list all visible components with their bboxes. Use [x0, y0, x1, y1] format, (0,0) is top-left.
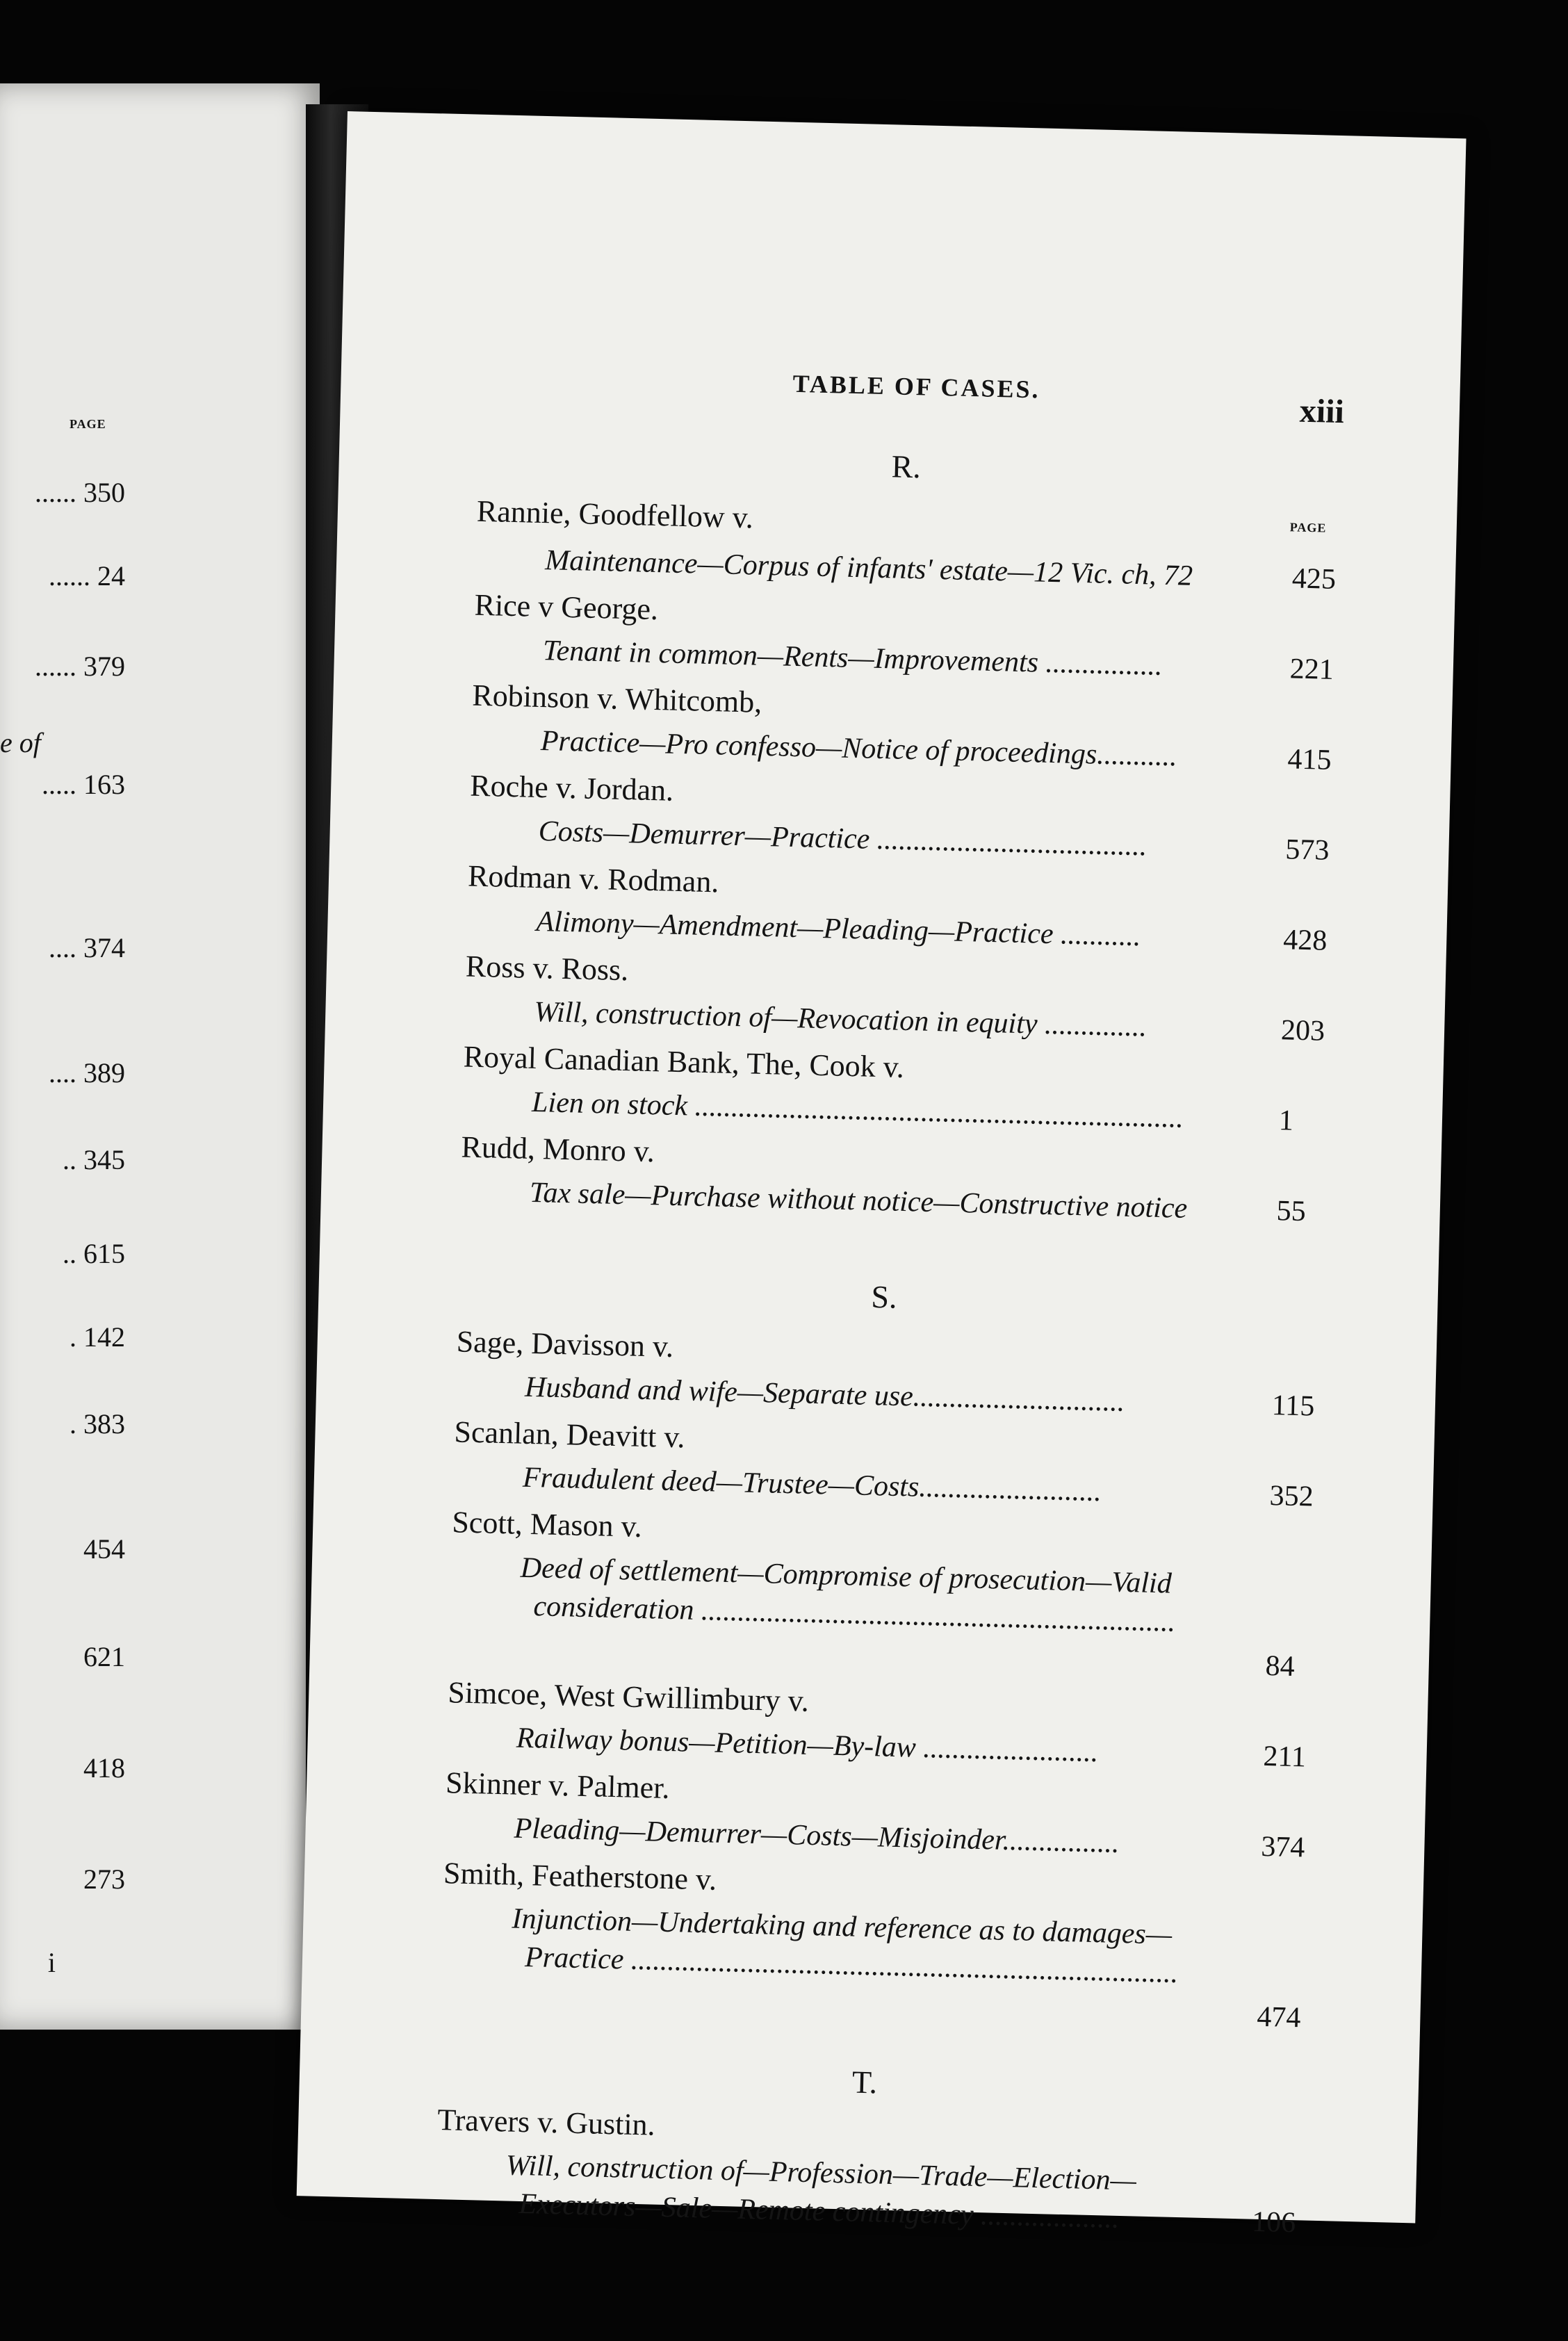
case-description: Tax sale—Purchase without notice—Constructive notice: [529, 1176, 1188, 1225]
case-name: Sage, Davisson v.: [456, 1324, 674, 1364]
case-description: Costs—Demurrer—Practice .....................................: [538, 815, 1148, 863]
left-page-item: 418: [83, 1752, 125, 1784]
left-page-item: ...... 24: [49, 560, 125, 592]
left-page-item: .... 374: [49, 932, 125, 963]
case-name: Royal Canadian Bank, The, Cook v.: [463, 1039, 905, 1084]
left-page-item: ...... 350: [35, 477, 125, 508]
left-page-item: 454: [83, 1533, 125, 1565]
case-name: Travers v. Gustin.: [436, 2103, 656, 2142]
case-description: Alimony—Amendment—Pleading—Practice ...........: [536, 905, 1142, 953]
case-page-number: 474: [1256, 2000, 1301, 2034]
left-page-item: i: [47, 1947, 56, 1978]
case-description: Will, construction of—Revocation in equity ..............: [533, 995, 1148, 1043]
left-page-item: .. 345: [63, 1144, 125, 1175]
section-letter: S.: [870, 1278, 898, 1315]
page-title: TABLE OF CASES.: [792, 369, 1041, 404]
case-page-number: 203: [1280, 1014, 1325, 1047]
page-number: xiii: [1299, 392, 1345, 431]
case-name: Scott, Mason v.: [451, 1505, 643, 1544]
left-page-item: 621: [83, 1641, 125, 1672]
case-page-number: 374: [1260, 1830, 1305, 1864]
case-name: Smith, Featherstone v.: [443, 1856, 717, 1897]
case-description: Husband and wife—Separate use.............................: [524, 1371, 1125, 1418]
left-page-item: . 142: [70, 1321, 125, 1353]
case-page-number: 425: [1291, 562, 1337, 596]
case-description: Maintenance—Corpus of infants' estate—12 Vic. ch, 72: [544, 544, 1193, 592]
case-description: Practice—Pro confesso—Notice of proceedings...........: [540, 725, 1178, 773]
case-description-continued: Practice ...........................................................................: [524, 1941, 1179, 1989]
case-name: Scanlan, Deavitt v.: [454, 1414, 686, 1455]
section-letter: T.: [851, 2064, 878, 2101]
case-name: Rice v George.: [474, 587, 659, 627]
case-page-number: 573: [1284, 833, 1330, 867]
case-description: Injunction—Undertaking and reference as to damages—: [511, 1902, 1173, 1951]
case-description: Railway bonus—Petition—By-law ........................: [516, 1722, 1099, 1769]
case-page-number: 106: [1251, 2205, 1296, 2240]
section-letter: R.: [891, 448, 922, 485]
left-page-item: 273: [83, 1863, 125, 1895]
left-page-item: . 383: [70, 1408, 125, 1439]
case-description-continued: Executors—Sale—Remote contingency ...................: [518, 2187, 1120, 2235]
case-page-number: 1: [1278, 1104, 1294, 1137]
case-page-number: 415: [1287, 743, 1332, 776]
left-page-item: e of: [0, 727, 41, 758]
case-name: Robinson v. Whitcomb,: [471, 678, 762, 719]
case-description: Deed of settlement—Compromise of prosecution—Valid: [520, 1551, 1173, 1600]
case-description: Pleading—Demurrer—Costs—Misjoinder................: [514, 1812, 1120, 1859]
left-page: [0, 83, 320, 2030]
case-name: Simcoe, West Gwillimbury v.: [447, 1675, 810, 1718]
case-page-number: 352: [1269, 1480, 1314, 1513]
right-page: [297, 111, 1467, 2240]
case-description: Lien on stock ...................................................................: [531, 1086, 1184, 1134]
case-name: Ross v. Ross.: [465, 949, 629, 988]
case-page-number: 428: [1282, 924, 1328, 957]
case-name: Rannie, Goodfellow v.: [476, 494, 754, 535]
case-description: Will, construction of—Profession—Trade—Election—: [505, 2149, 1137, 2197]
page-column-label: PAGE: [1289, 520, 1327, 535]
case-name: Rudd, Monro v.: [461, 1129, 655, 1169]
case-page-number: 221: [1289, 653, 1334, 686]
case-description-continued: consideration .................................................................: [532, 1590, 1176, 1638]
left-page-item: ..... 163: [42, 769, 125, 800]
left-page-item: ...... 379: [35, 651, 125, 682]
case-name: Rodman v. Rodman.: [467, 858, 720, 899]
left-page-item: .. 615: [63, 1238, 125, 1269]
case-page-number: 211: [1263, 1740, 1307, 1774]
case-name: Skinner v. Palmer.: [445, 1765, 671, 1806]
case-page-number: 84: [1265, 1649, 1296, 1683]
case-name: Roche v. Jordan.: [469, 768, 674, 808]
left-page-header: PAGE: [70, 417, 106, 431]
case-description: Tenant in common—Rents—Improvements ................: [542, 635, 1163, 682]
case-description: Fraudulent deed—Trustee—Costs.........................: [522, 1461, 1102, 1508]
case-page-number: 115: [1271, 1389, 1315, 1423]
case-page-number: 55: [1276, 1195, 1307, 1228]
left-page-item: .... 389: [49, 1057, 125, 1088]
